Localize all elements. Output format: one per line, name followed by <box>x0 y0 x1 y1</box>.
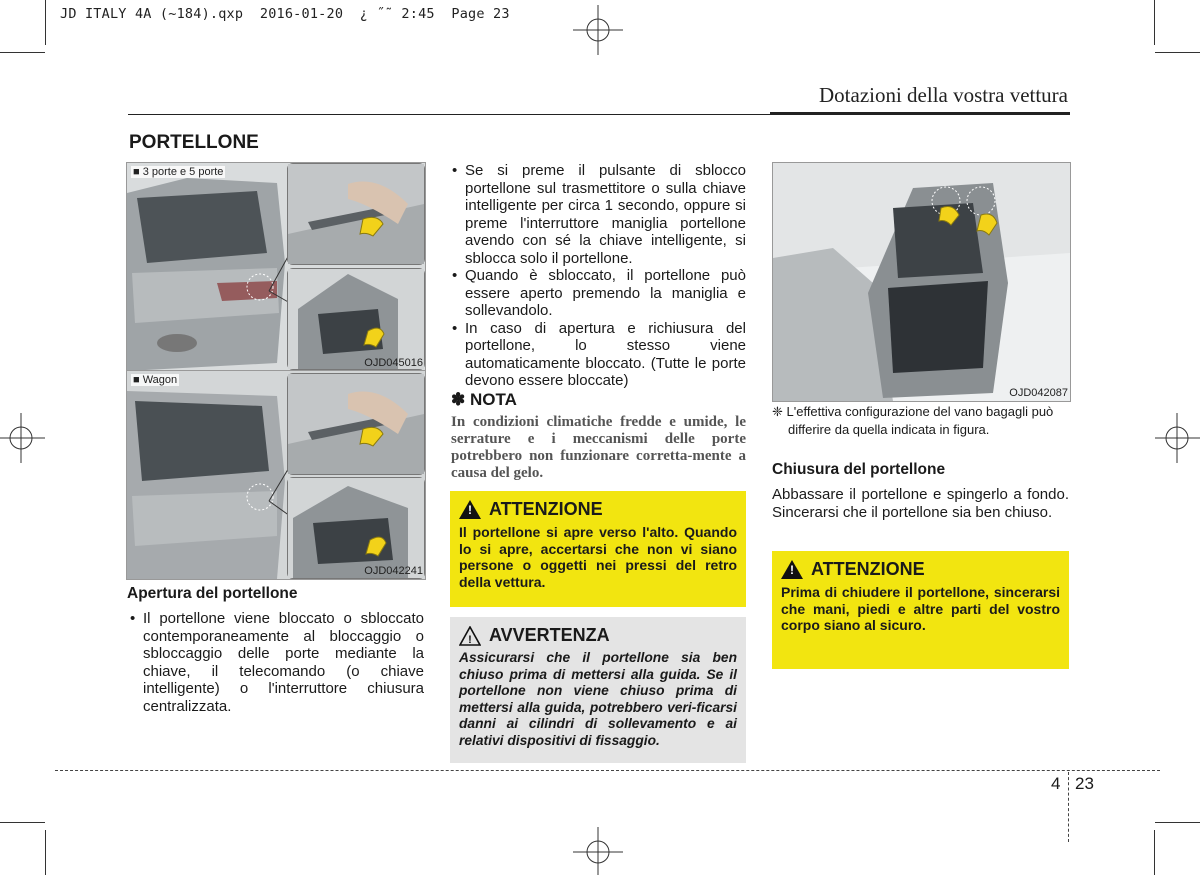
heading-apertura: Apertura del portellone <box>127 585 298 602</box>
hand-handle-illustration <box>288 374 424 474</box>
figure-inset-open <box>287 477 425 579</box>
apertura-list <box>127 610 424 715</box>
list-item: • Se si preme il pulsante di sblocco portellone sul trasmettitore o sulla chiave intelligente per circa 1 secondo, oppure si preme l'interruttore maniglia portellone avendo con sé la chiave intelligente, si sblocca solo il portellone. <box>449 162 746 267</box>
avvertenza-text: Assicurarsi che il portellone sia ben chiuso prima di mettersi alla guida. Se il portellone non viene chiuso prima di mettersi alla guida, potrebbero veri-ficarsi danni ai cilindri di sollevamento e ai relativi dispositivi di fissaggio. <box>459 650 737 748</box>
crop-mark <box>0 822 45 823</box>
attenzione-box-mid <box>450 491 746 607</box>
figure-code: OJD042241 <box>364 565 423 577</box>
figure-hatchback <box>126 162 426 372</box>
registration-mark-icon <box>573 5 623 55</box>
sblocco-list <box>449 162 746 390</box>
avvertenza-box <box>450 617 746 763</box>
svg-text:!: ! <box>468 633 472 646</box>
crop-mark <box>45 0 46 45</box>
figure-inset-open <box>287 268 425 370</box>
chapter-title: Dotazioni della vostra vettura <box>819 83 1068 107</box>
chapter-number: 4 <box>1051 774 1061 793</box>
registration-mark-icon <box>0 413 45 463</box>
open-tailgate-illustration <box>773 163 1070 401</box>
attenzione-box-right <box>772 551 1069 669</box>
attenzione-title: ATTENZIONE <box>489 499 603 519</box>
crop-mark <box>0 52 45 53</box>
crop-mark <box>1155 822 1200 823</box>
warning-icon <box>459 500 481 519</box>
page-number: 23 <box>1075 774 1094 793</box>
figure-inset-handle <box>287 163 425 265</box>
crop-mark <box>1154 830 1155 875</box>
attenzione-text: Il portellone si apre verso l'alto. Quando lo si apre, accertarsi che non vi siano persone o oggetti nei pressi del retro della vettura. <box>459 524 737 590</box>
crop-mark <box>1155 52 1200 53</box>
figure-inset-handle <box>287 373 425 475</box>
figure-caption: ❈ L'effettiva configurazione del vano bagagli può differire da quella indicata in figura. <box>772 404 1054 437</box>
crop-mark <box>1154 0 1155 45</box>
hand-handle-illustration <box>288 164 424 264</box>
open-tailgate-illustration <box>288 269 424 369</box>
nota-title: ✽ NOTA <box>451 390 517 409</box>
list-item: • Il portellone viene bloccato o sbloccato contemporaneamente al bloccaggio o sbloccaggio delle porte mediante la chiave, il telecomando (o chiave intelligente) o l'interruttore chiusura centralizzata. <box>127 610 424 715</box>
header-rule-thin <box>128 114 1070 115</box>
heading-chiusura: Chiusura del portellone <box>772 461 946 478</box>
list-item: • In caso di apertura e richiusura del portellone, lo stesso viene automaticamente bloccato. (Tutte le porte devono essere bloccate) <box>449 320 746 390</box>
figure-open-tailgate <box>772 162 1071 402</box>
section-title: PORTELLONE <box>129 132 259 153</box>
print-slug: JD ITALY 4A (~184).qxp 2016-01-20 ¿ ˝˜ 2:45 Page 23 <box>60 6 510 22</box>
attenzione-text: Prima di chiudere il portellone, sincerarsi che mani, piedi e altre parti del vostro corpo siano al sicuro. <box>781 584 1060 633</box>
crop-mark <box>45 830 46 875</box>
attenzione-title: ATTENZIONE <box>811 559 925 579</box>
footer-dashed-rule <box>55 770 1160 771</box>
figure-code: OJD045016 <box>364 357 423 369</box>
registration-mark-icon <box>1155 413 1200 463</box>
figure-wagon <box>126 370 426 580</box>
footer-divider <box>1068 772 1069 842</box>
registration-mark-icon <box>573 827 623 875</box>
open-tailgate-illustration <box>288 478 424 578</box>
chiusura-text: Abbassare il portellone e spingerlo a fondo. Sincerarsi che il portellone sia ben chiuso. <box>772 486 1069 521</box>
nota-text: In condizioni climatiche fredde e umide, le serrature e i meccanismi delle porte potrebbero non funzionare corretta-mente a causa del gelo. <box>451 414 746 481</box>
figure-label: ■ 3 porte e 5 porte <box>133 166 224 178</box>
caution-icon <box>459 626 481 646</box>
avvertenza-title: AVVERTENZA <box>489 625 610 645</box>
list-item: • Quando è sbloccato, il portellone può essere aperto premendo la maniglia e sollevandolo. <box>449 267 746 320</box>
figure-label: ■ Wagon <box>133 374 178 386</box>
figure-code: OJD042087 <box>1009 387 1068 399</box>
warning-icon <box>781 560 803 579</box>
